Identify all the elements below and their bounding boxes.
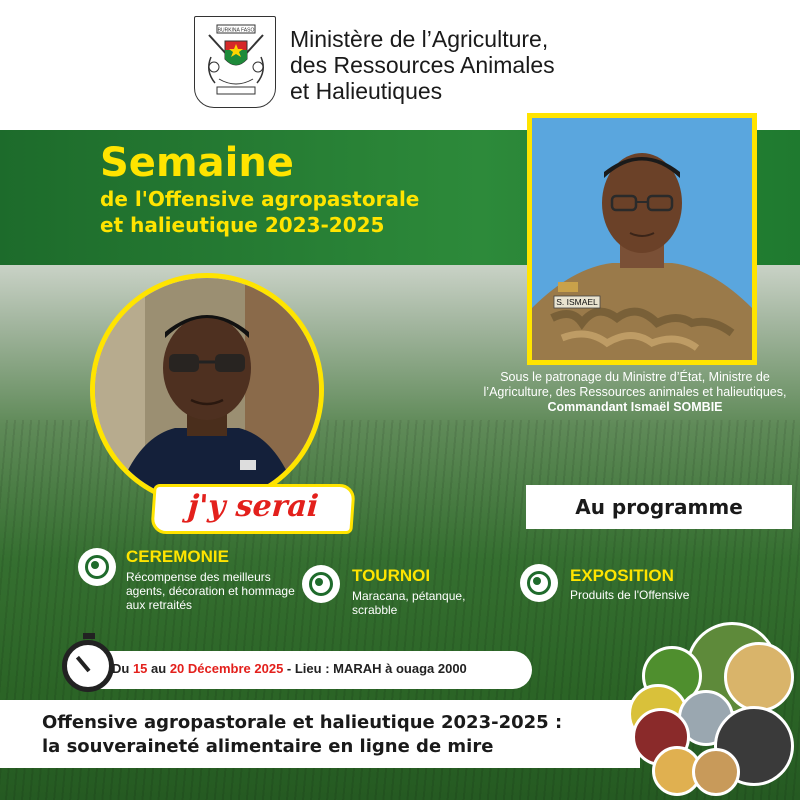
- ministry-line-2: des Ressources Animales: [290, 52, 555, 78]
- produce-collage: [628, 618, 800, 800]
- program-label-text: Au programme: [575, 495, 743, 519]
- ministry-line-3: et Halieutiques: [290, 78, 443, 104]
- slogan-line-2: la souveraineté alimentaire en ligne de mire: [42, 736, 494, 757]
- header: [0, 0, 800, 130]
- patron-caption: [480, 370, 790, 415]
- title-line-3: et halieutique 2023-2025: [100, 213, 385, 237]
- jy-serai-banner: [150, 484, 355, 534]
- participant-photo: [90, 273, 324, 507]
- date-end: 20 Décembre 2025: [169, 661, 284, 676]
- ministry-line-1: Ministère de l’Agriculture,: [290, 26, 549, 52]
- item-title-tournoi: TOURNOI: [352, 566, 431, 585]
- target-icon: [302, 565, 340, 603]
- potatoes-image: [724, 642, 794, 712]
- patron-name: Commandant Ismaël SOMBIE: [547, 400, 723, 414]
- item-desc-ceremonie: Récompense des meilleurs agents, décoration et hommage aux retraités: [126, 570, 295, 612]
- patron-caption-text: Sous le patronage du Ministre d’État, Ministre de l’Agriculture, des Ressources animales et halieutiques,: [483, 370, 787, 399]
- minister-photo: [527, 113, 757, 365]
- grain-image: [692, 748, 740, 796]
- title-line-2: de l'Offensive agropastorale: [100, 187, 420, 211]
- coat-of-arms-logo: [194, 16, 276, 108]
- program-label: [526, 485, 792, 529]
- target-icon: [520, 564, 558, 602]
- item-title-ceremonie: CEREMONIE: [126, 547, 229, 566]
- date-prefix: Du: [112, 661, 133, 676]
- title-semaine: Semaine: [100, 140, 294, 186]
- target-icon: [78, 548, 116, 586]
- date-location: - Lieu : MARAH à ouaga 2000: [283, 661, 467, 676]
- date-mid: au: [147, 661, 170, 676]
- slogan-text: [42, 711, 562, 759]
- item-desc-tournoi: Maracana, pétanque, scrabble: [352, 589, 466, 617]
- name-badge: S. ISMAEL: [556, 297, 598, 307]
- event-title: [100, 140, 419, 238]
- event-date-text: [112, 661, 467, 676]
- jy-serai-text: j'y serai: [186, 489, 320, 524]
- item-desc-exposition: Produits de l'Offensive: [570, 588, 690, 602]
- slogan-line-1: Offensive agropastorale et halieutique 2023-2025 :: [42, 712, 563, 733]
- item-title-exposition: EXPOSITION: [570, 566, 674, 585]
- svg-text:BURKINA FASO: BURKINA FASO: [217, 27, 255, 34]
- ministry-name: [290, 26, 555, 104]
- stopwatch-icon: [62, 640, 114, 692]
- date-start: 15: [132, 661, 148, 676]
